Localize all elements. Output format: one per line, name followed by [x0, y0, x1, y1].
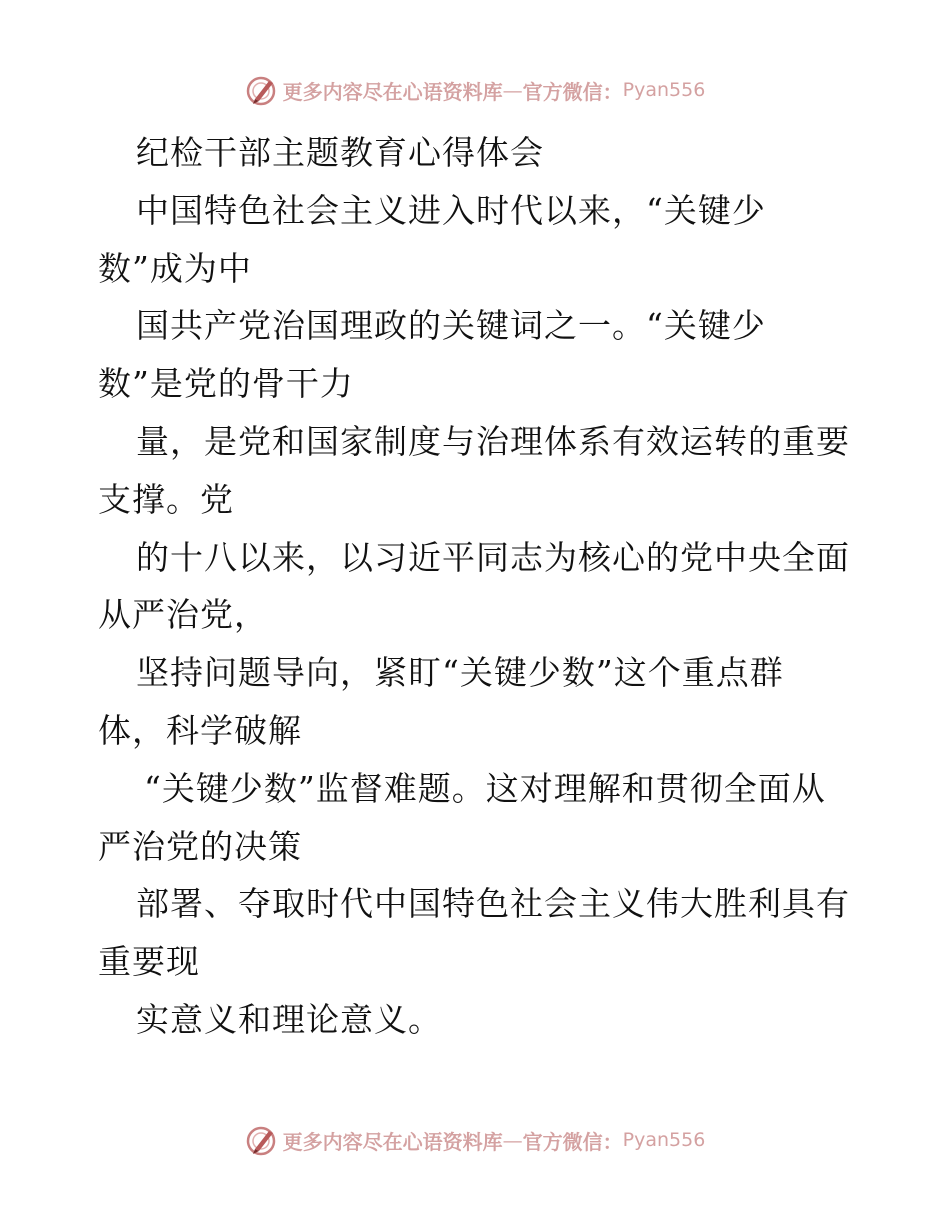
paragraph-line: 从严治党， — [98, 595, 268, 635]
watermark-footer — [0, 1120, 950, 1160]
paragraph-line: 数”成为中 — [98, 248, 252, 288]
pen-logo-icon — [245, 73, 279, 107]
watermark-text: 更多内容尽在心语资料库 — [282, 79, 503, 104]
watermark-id: Pyan556 — [622, 1129, 706, 1151]
watermark-separator: — — [502, 1128, 523, 1152]
paragraph-line: 的十八以来，以习近平同志为核心的党中央全面 — [136, 537, 850, 577]
paragraph-line: 部署、夺取时代中国特色社会主义伟大胜利具有 — [136, 884, 850, 924]
paragraph-line: 体，科学破解 — [98, 710, 302, 750]
watermark-id: Pyan556 — [622, 79, 706, 101]
document-title: 纪检干部主题教育心得体会 — [136, 133, 544, 172]
watermark-separator: — — [502, 78, 523, 102]
document-body — [98, 124, 858, 1049]
paragraph-line: 实意义和理论意义。 — [136, 999, 442, 1039]
watermark-header — [0, 70, 950, 110]
watermark-label: 官方微信： — [522, 1129, 623, 1154]
paragraph-line: 量，是党和国家制度与治理体系有效运转的重要 — [136, 421, 850, 461]
paragraph-line: 数”是党的骨干力 — [98, 364, 354, 404]
pen-logo-icon — [245, 1123, 279, 1157]
paragraph-line: 严治党的决策 — [98, 826, 302, 866]
paragraph-line: 坚持问题导向，紧盯“关键少数”这个重点群 — [136, 653, 784, 693]
paragraph-line: 支撑。党 — [98, 479, 234, 519]
paragraph-line: 国共产党治国理政的关键词之一。“关键少 — [136, 306, 766, 346]
paragraph-line: 重要现 — [98, 942, 200, 982]
paragraph-line: 中国特色社会主义进入时代以来，“关键少 — [136, 190, 766, 230]
paragraph-line: “关键少数”监督难题。这对理解和贯彻全面从 — [144, 768, 826, 808]
watermark-label: 官方微信： — [522, 79, 623, 104]
watermark-text: 更多内容尽在心语资料库 — [282, 1129, 503, 1154]
